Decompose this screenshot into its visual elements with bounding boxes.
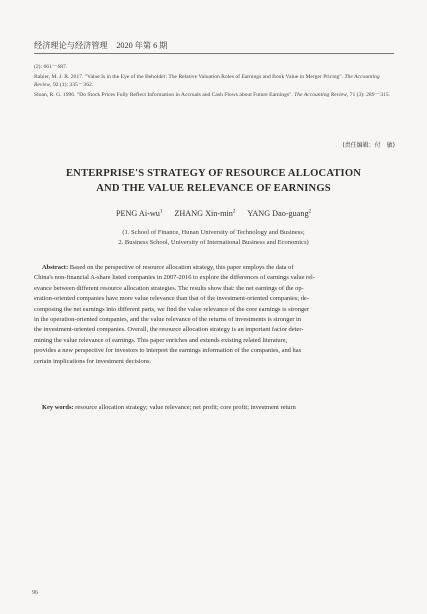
page-number: 96 — [32, 590, 38, 596]
reference-item — [34, 91, 396, 99]
issue-info: 2020 年第 6 期 — [116, 41, 168, 50]
affiliations — [0, 228, 427, 247]
author — [247, 209, 311, 218]
abstract-line — [34, 263, 398, 273]
abstract — [34, 263, 398, 367]
reference-list — [34, 63, 396, 101]
reference-item — [34, 63, 396, 71]
author-affil-mark: 2 — [308, 209, 312, 215]
abstract-line: composing the net earnings into different parts, we find the value relevance of the core earnings is stronger — [34, 305, 310, 313]
running-header — [34, 40, 394, 54]
keywords — [42, 404, 402, 411]
abstract-line: the investment-oriented companies. Overall, the resource allocation strategy is an important factor deter- — [34, 326, 304, 334]
affiliation-line: 2. Business School, University of International Business and Economics) — [118, 238, 309, 246]
reference-text: Sloan, R. G. 1996. "Do Stock Prices Fully Reflect Information in Accruals and Cash Flows about Future Earnings". — [34, 92, 295, 99]
author-name: ZHANG Xin-min — [174, 209, 233, 218]
abstract-line: in the operation-oriented companies, and the value relevance of the returns of investments is stronger in — [34, 316, 302, 324]
author-name: PENG Ai-wu — [115, 209, 160, 218]
abstract-label: Abstract: — [42, 264, 69, 271]
author-name: YANG Dao-guang — [247, 209, 309, 218]
affiliation-line: (1. School of Finance, Hunan University of Technology and Business; — [122, 229, 305, 236]
reference-tail: , 92 (1): 335－362. — [50, 82, 94, 89]
author-affil-mark: 1 — [159, 209, 163, 215]
abstract-line: certain implications for investment decisions. — [34, 357, 152, 365]
author — [116, 209, 162, 218]
abstract-line: China's non-financial A-share listed companies in 2007-2016 to explore the differences of earnings value rel- — [34, 274, 315, 282]
reference-text: (2): 661－687. — [34, 64, 68, 70]
reference-journal: The Accounting Review — [34, 73, 380, 89]
abstract-line: eration-oriented companies have more value relevance than that of the investment-oriented companies; de- — [34, 295, 309, 303]
abstract-line: mining the value relevance of earnings. This paper enriches and extends existing related literature, — [34, 336, 288, 344]
reference-journal: The Accounting Review — [294, 92, 347, 99]
author-list — [0, 209, 427, 218]
abstract-text: Based on the perspective of resource allocation strategy, this paper employs the data of — [69, 264, 294, 271]
article-title — [0, 167, 427, 196]
journal-name: 经济理论与经济管理 — [34, 40, 108, 50]
keywords-text: resource allocation strategy; value relevance; net profit; core profit; investment return — [75, 404, 296, 411]
reference-text: Rabier, M. J. R. 2017. "Value Is in the Eye of the Beholder: The Relative Valuation Roles of Earnings and Book Value in Merger Pricing". — [34, 73, 345, 80]
title-line-1: ENTERPRISE'S STRATEGY OF RESOURCE ALLOCATION — [65, 168, 362, 179]
reference-item — [34, 73, 396, 90]
abstract-line: provides a new perspective for investors to interpret the earnings information of the companies, and has — [34, 347, 302, 355]
keywords-label: Key words: — [42, 404, 74, 411]
reference-tail: , 71 (3): 289－315. — [346, 92, 390, 99]
author-affil-mark: 2 — [232, 209, 236, 215]
author — [174, 209, 235, 218]
title-line-2: AND THE VALUE RELEVANCE OF EARNINGS — [96, 182, 331, 194]
editor-note: (责任编辑：付 敏) — [342, 142, 395, 149]
abstract-line: evance between different resource allocation strategies. The results show that: the net earnings of the op- — [34, 284, 304, 292]
